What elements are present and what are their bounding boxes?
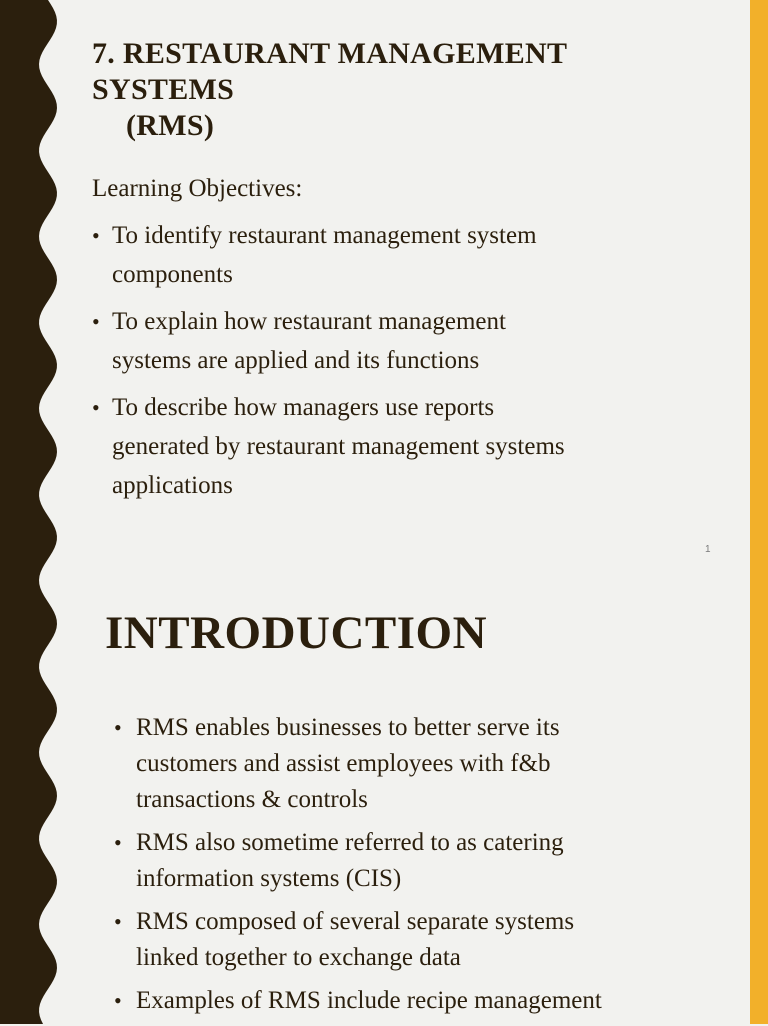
bullet-icon: •: [114, 909, 122, 934]
bullet-icon: •: [114, 715, 122, 740]
bullet-icon: •: [92, 395, 100, 420]
bullet-icon: •: [92, 309, 100, 334]
item-line: RMS enables businesses to better serve its: [136, 714, 560, 741]
slide-introduction: [0, 565, 750, 1024]
page-number: 1: [705, 544, 711, 555]
list-item: [92, 302, 712, 380]
item-line: customers and assist employees with f&b: [136, 750, 551, 777]
item-line: linked together to exchange data: [136, 944, 461, 971]
item-line: RMS also sometime referred to as catering: [136, 829, 564, 856]
title-line: (RMS): [126, 109, 215, 142]
list-item: [114, 710, 726, 818]
objectives-list: [92, 216, 712, 513]
list-item: [92, 388, 712, 505]
item-line: transactions & controls: [136, 786, 368, 813]
slide-title: [92, 36, 567, 144]
item-line: RMS composed of several separate systems: [136, 908, 575, 935]
list-item: [114, 825, 726, 897]
title-line: 7. RESTAURANT MANAGEMENT: [92, 37, 568, 70]
list-item: [114, 904, 726, 976]
slide-title: INTRODUCTION: [105, 607, 488, 659]
objectives-heading: Learning Objectives:: [92, 175, 303, 202]
item-line: information systems (CIS): [136, 865, 402, 892]
item-line: applications: [112, 472, 233, 499]
intro-points-list: [114, 710, 726, 1026]
accent-bar: [750, 0, 768, 1024]
title-line: SYSTEMS: [92, 73, 235, 106]
bullet-icon: •: [114, 988, 122, 1013]
item-line: To explain how restaurant management: [112, 308, 506, 335]
item-line: systems are applied and its functions: [112, 347, 480, 374]
bullet-icon: •: [92, 223, 100, 248]
item-line: Examples of RMS include recipe management: [136, 987, 602, 1014]
bullet-icon: •: [114, 830, 122, 855]
item-line: To identify restaurant management system: [112, 222, 537, 249]
list-item: [92, 216, 712, 294]
item-line: To describe how managers use reports: [112, 394, 495, 421]
list-item: [114, 983, 726, 1019]
item-line: generated by restaurant management systems: [112, 433, 565, 460]
item-line: components: [112, 261, 233, 288]
